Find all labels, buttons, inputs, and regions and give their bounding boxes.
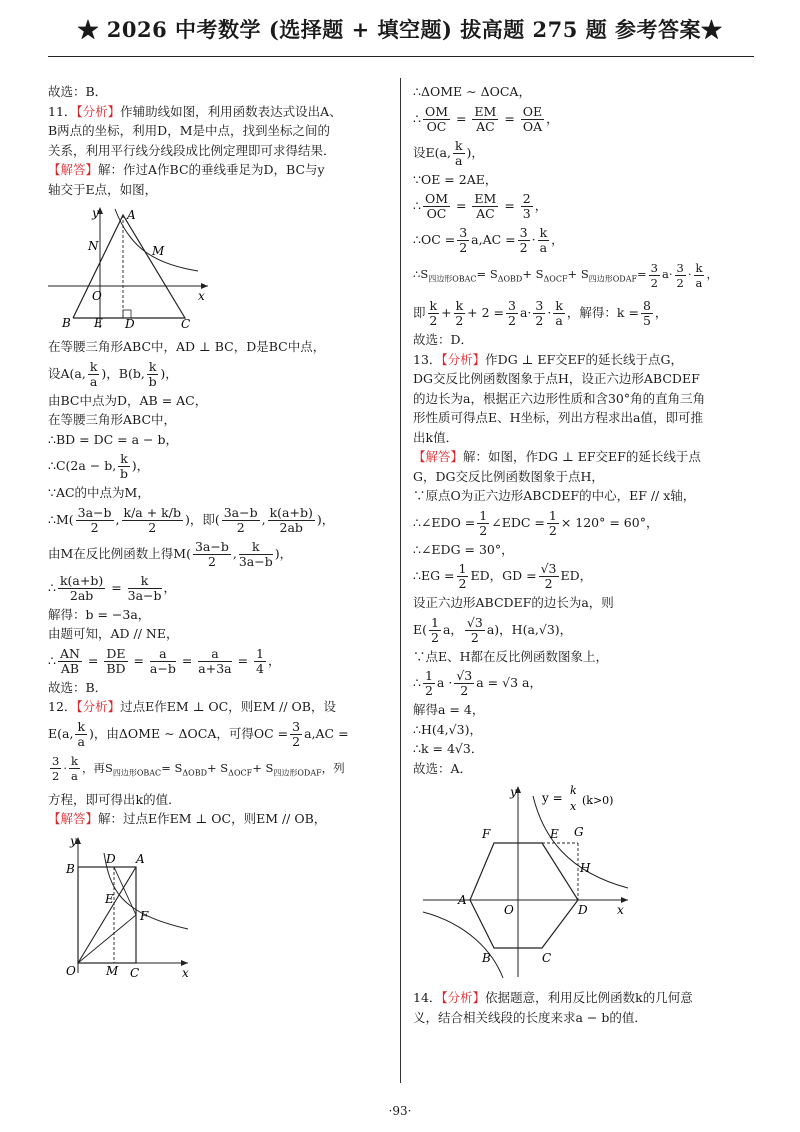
- analysis-tag: 【分析】: [441, 351, 486, 367]
- svg-text:F: F: [482, 827, 491, 842]
- text-line: ∴H(4,√3)，: [413, 721, 482, 737]
- svg-text:A: A: [127, 208, 136, 222]
- math-line: ∴EG = $\frac{1}{2}$ ED，GD = $\frac{√3}{2}$ ED，: [413, 561, 593, 592]
- svg-text:x: x: [617, 903, 624, 918]
- text-line: 义，结合相关线段的长度来求a − b的值．: [413, 1009, 647, 1025]
- text-line: ∵OE = 2AE，: [413, 171, 498, 187]
- text-line: DG交反比例函数图象于点H，设正六边形ABCDEF: [413, 371, 700, 387]
- svg-text:H: H: [580, 861, 591, 876]
- q12-analysis-line: 12．【分析】过点E作EM ⊥ OC，则EM // OB，设: [48, 699, 336, 714]
- text-line: ∴BD = DC = a − b，: [48, 431, 178, 447]
- math-line: 设A(a, $\frac{k}{a}$ )，B(b, $\frac{k}{b}$ )，: [48, 358, 178, 389]
- page-header: ★ 2026 中考数学 (选择题 + 填空题) 拔高题 275 题 参考答案★: [77, 17, 723, 42]
- svg-text:G: G: [574, 825, 584, 840]
- fig-label: y: [92, 206, 99, 220]
- math-line: 由M在反比例函数上得M( $\frac{3a-b}{2}$ , $\frac{k}{3a-b}$ )，: [48, 538, 293, 569]
- svg-text:E: E: [94, 316, 103, 330]
- text-line: 故选：B．: [48, 679, 108, 695]
- math-line: 设E(a, $\frac{k}{a}$ )，: [413, 137, 484, 168]
- svg-text:x: x: [570, 800, 577, 814]
- svg-text:B: B: [62, 316, 71, 330]
- text-line: ∵点E、H都在反比例函数图象上，: [413, 648, 609, 664]
- text-line: 设正六边形ABCDEF的边长为a，则: [413, 595, 614, 611]
- math-line: ∴M( $\frac{3a-b}{2}$ , $\frac{k/a + k/b}{2}$ )，即( $\frac{3a-b}{2}$ , $\frac{k(a+b)}{2ab}$ )，: [48, 504, 335, 535]
- svg-text:O: O: [92, 289, 102, 303]
- analysis-tag: 【分析】: [441, 990, 486, 1006]
- svg-text:x: x: [198, 289, 205, 303]
- math-line: ∴ $\frac{OM}{OC}$ = $\frac{EM}{AC}$ = $\frac{2}{3}$ ，: [413, 191, 548, 221]
- svg-text:x: x: [182, 965, 189, 980]
- text-line: 由BC中点为D，AB = AC，: [48, 392, 208, 408]
- math-line: ∴∠EDO = $\frac{1}{2}$ ∠EDC = $\frac{1}{2}$ × 120° = 60°，: [413, 507, 659, 538]
- svg-text:(k>0): (k>0): [582, 794, 614, 808]
- text-line: 在等腰三角形ABC中，AD ⊥ BC，D是BC中点，: [48, 339, 326, 354]
- math-line: ∴ $\frac{OM}{OC}$ = $\frac{EM}{AC}$ = $\frac{OE}{OA}$ ，: [413, 103, 559, 134]
- text-line: 的边长为a，根据正六边形性质和含30°角的直角三角: [413, 390, 706, 406]
- svg-text:C: C: [542, 951, 552, 966]
- q11-analysis-line: 11．【分析】作辅助线如图，利用函数表达式设出A、: [48, 103, 342, 119]
- text-line: B两点的坐标，利用D，M是中点，找到坐标之间的: [48, 123, 331, 138]
- text-line: 方程，即可得出k的值．: [48, 791, 181, 807]
- math-line: E(a, $\frac{k}{a}$ )，由ΔOME ∼ ΔOCA，可得OC = $\frac{3}{2}$ a,AC =: [48, 718, 349, 749]
- svg-text:k: k: [570, 784, 577, 798]
- text-line: 故选：D．: [413, 332, 474, 348]
- svg-text:B: B: [482, 951, 491, 966]
- text-line: ∴k = 4√3．: [413, 741, 484, 757]
- answer-tag: 【解答】: [48, 811, 99, 827]
- svg-text:y =: y =: [542, 791, 563, 806]
- text-line: 轴交于E点，如图，: [48, 181, 158, 197]
- q13-answer-line: 【解答】解：如图，作DG ⊥ EF交EF的延长线于点: [413, 449, 701, 465]
- analysis-tag: 【分析】: [76, 699, 121, 714]
- text-line: 故选：B．: [48, 84, 108, 99]
- math-line: ∴C(2a − b, $\frac{k}{b}$ )，: [48, 451, 150, 481]
- right-column: [413, 82, 758, 1027]
- q14-analysis-line: 14．【分析】依据题意，利用反比例函数k的几何意: [413, 990, 693, 1006]
- text-line: 解得a = 4，: [413, 702, 485, 718]
- svg-text:O: O: [66, 963, 76, 978]
- text-line: G，DG交反比例函数图象于点H，: [413, 468, 604, 484]
- answer-tag: 【解答】: [413, 449, 464, 465]
- svg-text:D: D: [578, 903, 588, 918]
- text-line: ∵AC的中点为M，: [48, 485, 150, 500]
- figure-q12: [48, 833, 198, 983]
- svg-text:C: C: [130, 965, 140, 980]
- math-line: $\frac{3}{2}$ · $\frac{k}{a}$ ，再$S_{四边形OBAC}= S_{\Delta OBD}+ S_{\Delta OCF}+ S_{四边形ODAF}$，列: [52, 754, 345, 783]
- svg-text:E: E: [550, 827, 559, 842]
- svg-text:O: O: [504, 903, 514, 918]
- q12-answer-line: 【解答】解：过点E作EM ⊥ OC，则EM // OB，: [48, 811, 327, 827]
- column-divider: [400, 78, 401, 1083]
- figure-q11: [48, 203, 218, 331]
- svg-text:C: C: [181, 317, 191, 331]
- svg-text:y: y: [70, 833, 77, 848]
- figure-q13: [418, 782, 638, 982]
- math-line: ∴ $\frac{AN}{AB}$ = $\frac{DE}{BD}$ = $\frac{a}{a-b}$ = $\frac{a}{a+3a}$ = $\frac{1}{4}$ ，: [48, 645, 281, 676]
- svg-text:B: B: [66, 861, 75, 876]
- answer-tag: 【解答】: [48, 162, 99, 177]
- text-line: 由题可知，AD // NE，: [48, 626, 179, 641]
- text-line: 在等腰三角形ABC中，: [48, 412, 177, 427]
- header-rule: [48, 56, 754, 57]
- left-column: [48, 82, 388, 989]
- svg-text:A: A: [136, 851, 145, 866]
- text-line: 解得：b = −3a，: [48, 606, 151, 622]
- svg-text:D: D: [125, 317, 135, 331]
- svg-text:A: A: [458, 893, 467, 908]
- svg-text:y: y: [510, 785, 517, 800]
- page-number: ·93·: [388, 1104, 412, 1118]
- text-line: 形性质可得点E、H坐标，列出方程求出a值，即可推: [413, 410, 703, 426]
- text-line: 故选：A．: [413, 760, 473, 776]
- q11-answer-line: 【解答】解：作过A作BC的垂线垂足为D，BC与y: [48, 162, 325, 177]
- text-line: ∵原点O为正六边形ABCDEF的中心，EF // x轴，: [413, 488, 696, 504]
- analysis-tag: 【分析】: [76, 103, 121, 119]
- svg-text:D: D: [106, 851, 116, 866]
- svg-text:N: N: [88, 239, 99, 253]
- math-line: 即 $\frac{k}{2}$ + $\frac{k}{2}$ + 2 = $\frac{3}{2}$ a· $\frac{3}{2}$ · $\frac{k}{a}$ ，解得：k = $\frac{8}{5}$ ，: [413, 298, 668, 329]
- text-line: ∴ΔOME ∼ ΔOCA，: [413, 84, 531, 99]
- svg-text:F: F: [140, 908, 149, 923]
- text-line: 关系，利用平行线分线段成比例定理即可求得结果．: [48, 142, 336, 158]
- q13-analysis-line: 13．【分析】作DG ⊥ EF交EF的延长线于点G，: [413, 351, 683, 367]
- svg-text:M: M: [152, 244, 165, 258]
- text-line: 出k值．: [413, 429, 459, 445]
- math-line: $\therefore S_{四边形OBAC}= S_{\Delta OBD}+ S_{\Delta OCF}+ S_{四边形ODAF}=$ $\frac{3}{2}$ a· $\frac{3}{2}$ · $\frac{k}{a}$ ，: [413, 260, 718, 290]
- math-line: ∴ $\frac{k(a+b)}{2ab}$ = $\frac{k}{3a-b}$ ，: [48, 572, 177, 603]
- svg-text:M: M: [106, 963, 119, 978]
- text-line: ∴∠EDG = 30°，: [413, 541, 514, 557]
- math-line: ∴OC = $\frac{3}{2}$ a,AC = $\frac{3}{2}$ · $\frac{k}{a}$ ，: [413, 225, 564, 255]
- math-line: E( $\frac{1}{2}$ a， $\frac{√3}{2}$ a)，H(a,√3)，: [413, 614, 573, 645]
- math-line: ∴ $\frac{1}{2}$ a · $\frac{√3}{2}$ a = √3 a，: [413, 668, 542, 699]
- svg-text:E: E: [105, 891, 114, 906]
